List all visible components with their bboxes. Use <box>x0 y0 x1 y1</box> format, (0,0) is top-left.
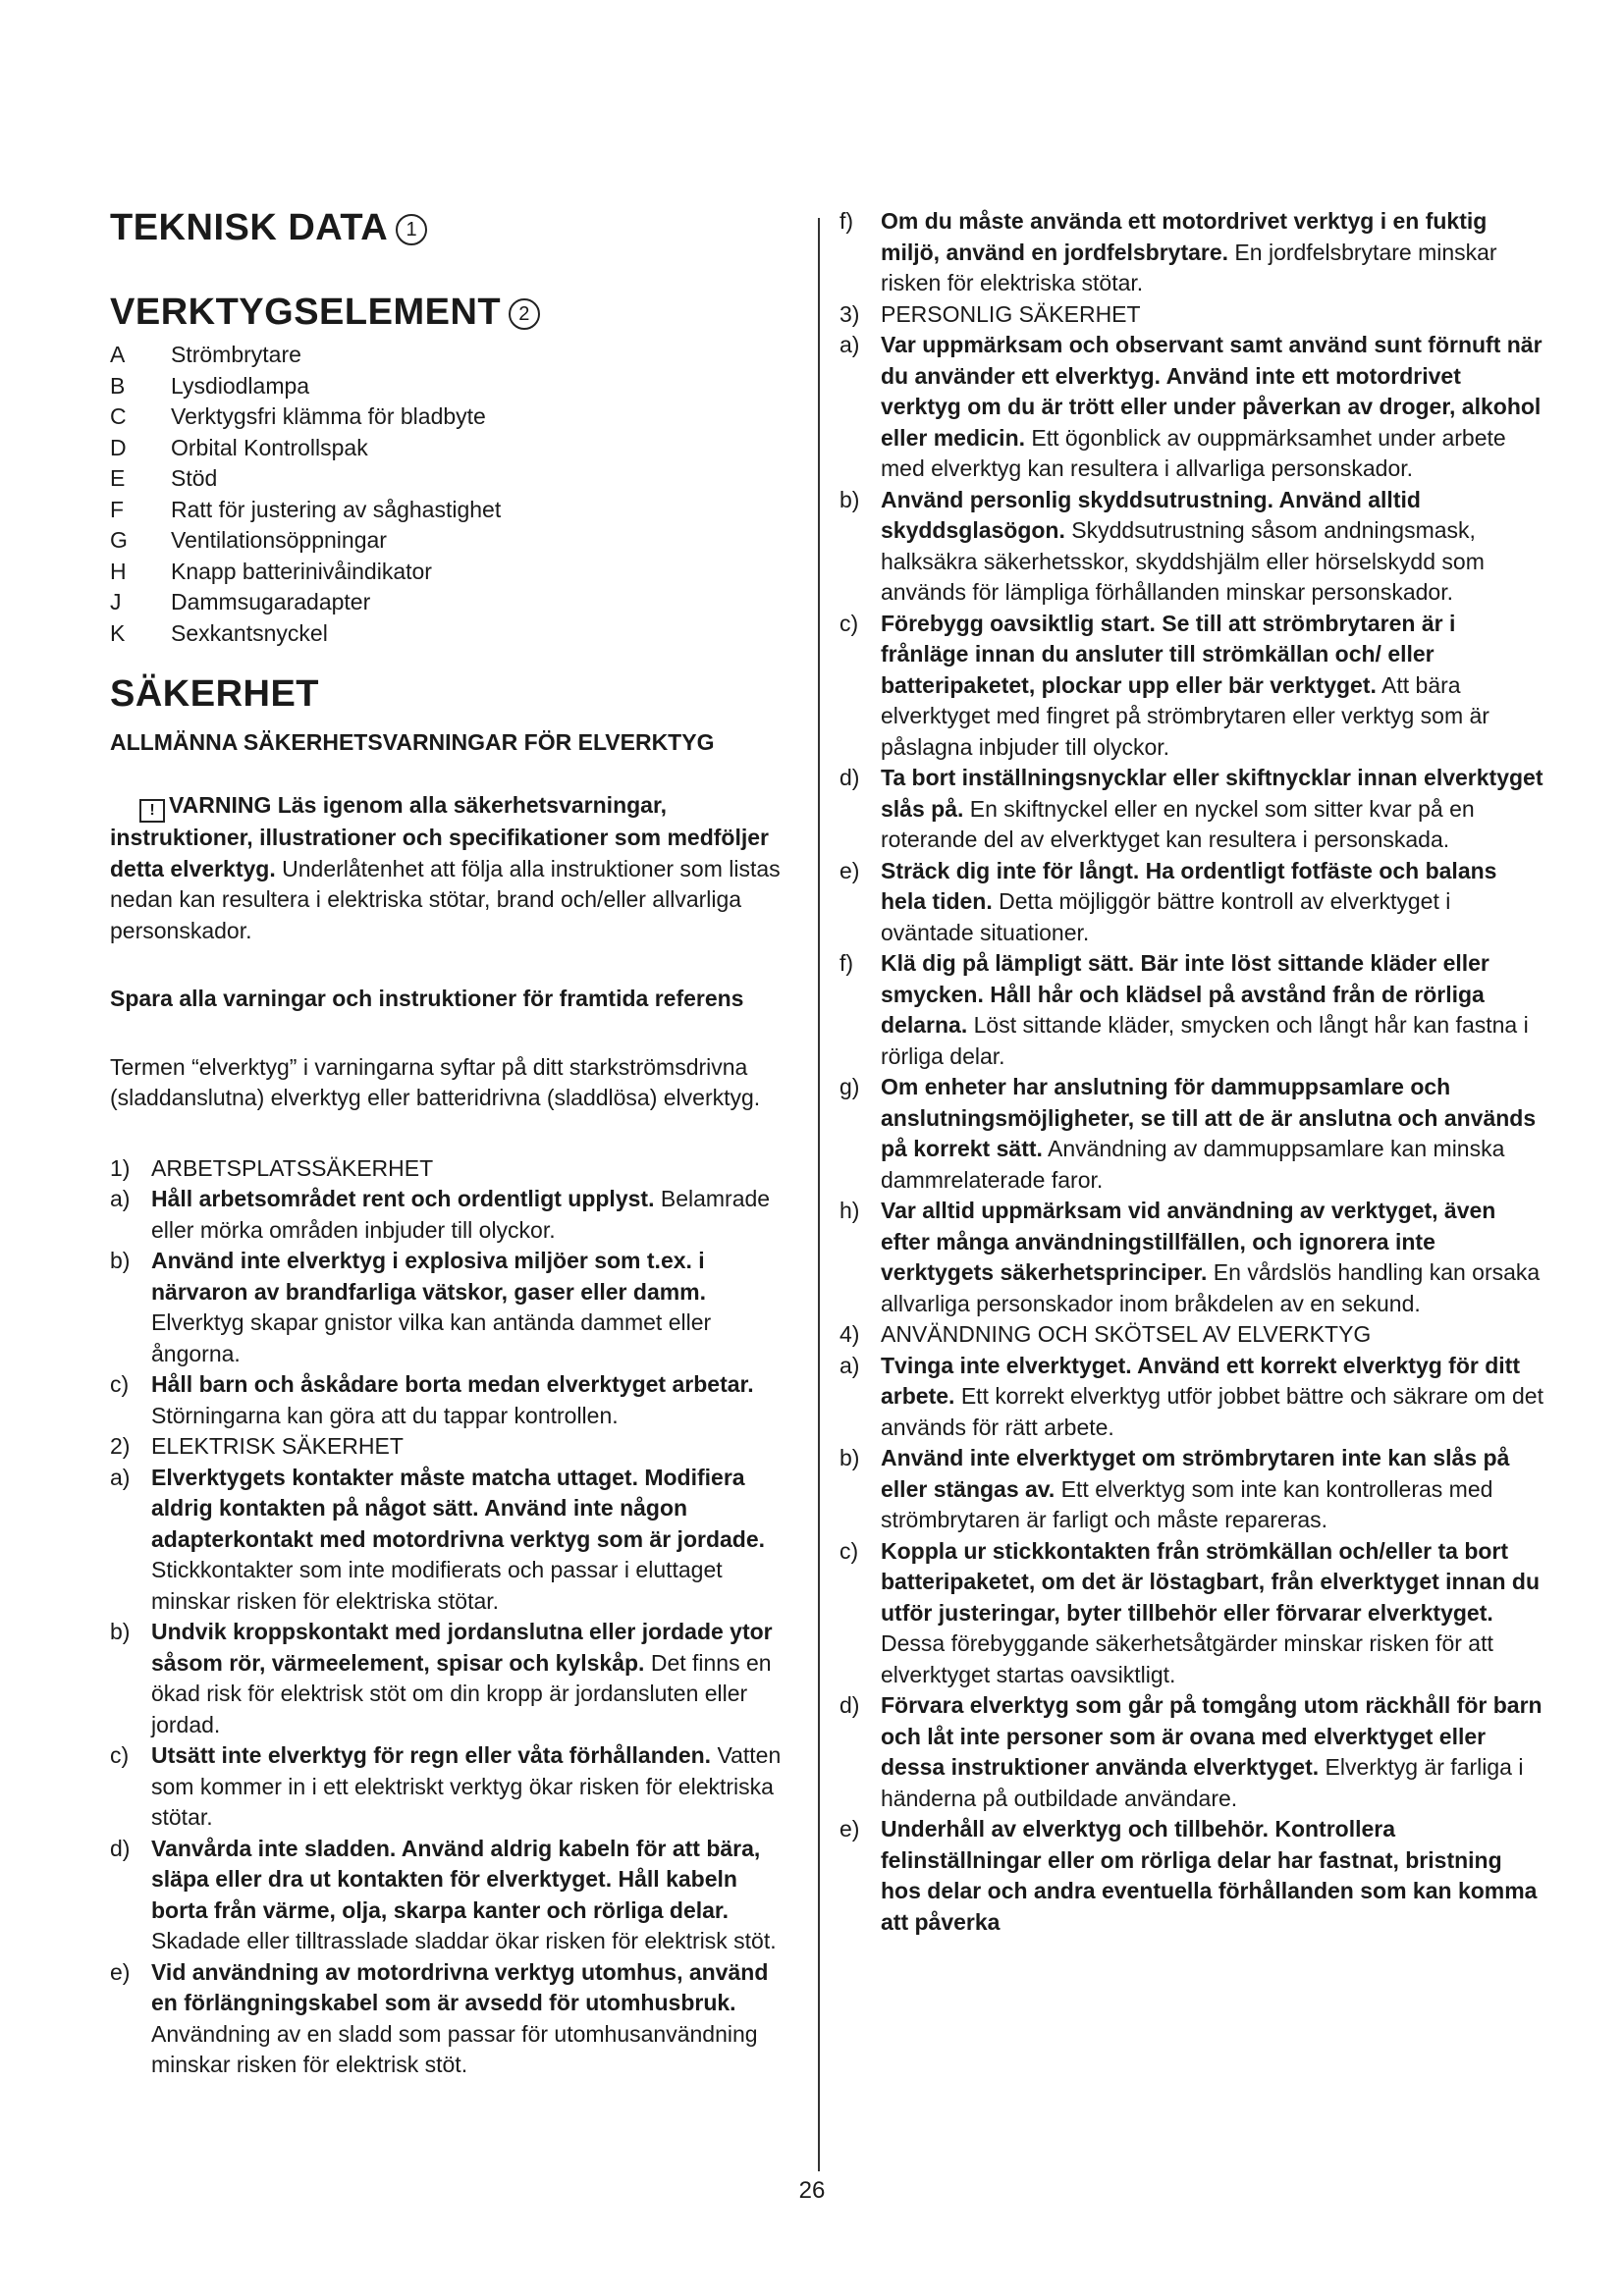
item-f-gfci <box>839 206 1546 299</box>
part-letter: F <box>110 496 125 522</box>
term-definition: Termen “elverktyg” i varningarna syftar på ditt starkströmsdrivna (sladdanslutna) elverktyg eller batteridrivna (sladdlösa) elverktyg. <box>110 1053 761 1110</box>
part-name: Lysdiodlampa <box>171 372 310 399</box>
warning-triangle-icon: ! <box>139 799 165 823</box>
item-text: Håll arbetsområdet rent och ordentligt upplyst. Belamrade eller mörka områden inbjuder till olyckor. <box>151 1186 771 1243</box>
sakerhet-heading: SÄKERHET <box>110 673 320 715</box>
item-label: e) <box>110 1958 131 1985</box>
list-item <box>110 1246 797 1369</box>
section-2-items <box>110 1463 797 2081</box>
list-item <box>839 1072 1546 1196</box>
teknisk-data-heading: TEKNISK DATA 1 <box>110 206 797 249</box>
list-item <box>839 1814 1546 1938</box>
part-row <box>110 618 797 650</box>
part-letter: A <box>110 342 126 367</box>
item-label: a) <box>839 1352 860 1378</box>
general-warnings-heading: ALLMÄNNA SÄKERHETSVARNINGAR FÖR ELVERKTYG <box>110 729 715 755</box>
part-row <box>110 525 797 557</box>
item-text: Förvara elverktyg som går på tomgång utom räckhåll för barn och låt inte personer som är ovana med elverktyget eller dessa instruktioner använda elverktyget. Elverktyg är farliga i händerna på outbildade användare. <box>881 1692 1543 1811</box>
item-text: Vanvårda inte sladden. Använd aldrig kabeln för att bära, släpa eller dra ut kontakten för elverktyget. Håll kabeln borta från värme, olja, skarpa kanter och rörliga delar. Skadade eller tilltrasslade sladdar ökar risken för elektrisk stöt. <box>151 1835 777 1953</box>
item-text: Klä dig på lämpligt sätt. Bär inte löst sittande kläder eller smycken. Håll hår och klädsel på avstånd från de rörliga delarna. Löst sittande kläder, smycken och långt hår kan fastna i rörliga delar. <box>881 950 1529 1069</box>
warning-paragraph: ! VARNING Läs igenom alla säkerhetsvarningar, instruktioner, illustrationer och specifikationer som medföljer detta elverktyg. Underlåtenhet att följa alla instruktioner som listas nedan kan resultera i elektriska stötar, brand och/eller allvarliga personskador. <box>110 792 781 943</box>
item-label: d) <box>839 765 860 790</box>
item-label: b) <box>110 1248 131 1273</box>
part-row <box>110 587 797 618</box>
item-label: e) <box>839 1816 860 1842</box>
part-name: Ventilationsöppningar <box>171 527 387 553</box>
part-name: Knapp batterinivåindikator <box>171 558 432 584</box>
list-item <box>839 1536 1546 1691</box>
item-text: Tvinga inte elverktyget. Använd ett korrekt elverktyg för ditt arbete. Ett korrekt elverktyg utför jobbet bättre och säkrare om det används för rätt arbete. <box>881 1352 1543 1440</box>
section-1-items <box>110 1184 797 1431</box>
item-text: Använd personlig skyddsutrustning. Använd alltid skyddsglasögon. Skyddsutrustning såsom andningsmask, halksäkra säkerhetsskor, skyddshjälm eller hörselskydd som används för lämpliga förhållanden minskar personskador. <box>881 486 1485 605</box>
list-item <box>110 1463 797 1618</box>
list-item <box>110 1834 797 1957</box>
list-item <box>110 1184 797 1246</box>
list-item <box>110 1740 797 1834</box>
item-text: Var alltid uppmärksam vid användning av verktyget, även efter många användningstillfällen, och ignorera inte verktygets säkerhetsprinciper. En vårdslös handling kan orsaka allvarliga personskador inom bråkdelen av en sekund. <box>881 1198 1541 1316</box>
list-item <box>839 1443 1546 1536</box>
item-label: c) <box>839 610 859 636</box>
part-row <box>110 495 797 526</box>
part-name: Orbital Kontrollspak <box>171 434 368 460</box>
section-3-heading: 3) PERSONLIG SÄKERHET <box>839 300 1141 327</box>
list-item <box>110 1957 797 2081</box>
list-item <box>839 1196 1546 1319</box>
page-number: 26 <box>798 2177 826 2204</box>
column-divider <box>818 218 820 2171</box>
part-letter: J <box>110 589 122 614</box>
verktygselement-heading: VERKTYGSELEMENT 2 <box>110 291 797 334</box>
item-text: Använd inte elverktyget om strömbrytaren inte kan slås på eller stängas av. Ett elverktyg som inte kan kontrolleras med strömbrytaren är farligt och måste repareras. <box>881 1445 1510 1532</box>
item-label: f) <box>839 208 854 234</box>
item-label: d) <box>839 1692 860 1718</box>
part-name: Sexkantsnyckel <box>171 619 328 646</box>
item-label: c) <box>110 1371 130 1397</box>
part-row <box>110 340 797 371</box>
part-letter: D <box>110 434 127 460</box>
item-text: Sträck dig inte för långt. Ha ordentligt fotfäste och balans hela tiden. Detta möjliggör bättre kontroll av elverktyget i oväntade situationer. <box>881 857 1497 945</box>
item-text: Ta bort inställningsnycklar eller skiftnycklar innan elverktyget slås på. En skiftnyckel eller en nyckel som sitter kvar på en roterande del av elverktyget kan resultera i personskada. <box>881 765 1543 852</box>
list-item <box>839 948 1546 1072</box>
part-row <box>110 371 797 402</box>
part-row <box>110 557 797 588</box>
item-label: c) <box>110 1742 130 1768</box>
item-text: Håll barn och åskådare borta medan elverktyget arbetar. Störningarna kan göra att du tappar kontrollen. <box>151 1371 754 1428</box>
item-text: Koppla ur stickkontakten från strömkällan och/eller ta bort batteripaketet, om det är löstagbart, från elverktyget innan du utför justeringar, byter tillbehör eller förvarar elverktyget. Dessa förebyggande säkerhetsåtgärder minskar risken för att elverktyget startas oavsiktligt. <box>881 1537 1540 1687</box>
section-4-items <box>839 1351 1546 1939</box>
part-letter: B <box>110 372 126 399</box>
section-3-items <box>839 330 1546 1319</box>
part-name: Ratt för justering av såghastighet <box>171 496 502 522</box>
item-label: b) <box>110 1619 131 1644</box>
item-label: g) <box>839 1074 860 1099</box>
item-text: Underhåll av elverktyg och tillbehör. Kontrollera felinställningar eller om rörliga delar har fastnat, bristning hos delar och andra eventuella förhållanden som kan komma att påverka <box>881 1816 1538 1935</box>
list-item <box>839 206 1546 299</box>
save-instructions: Spara alla varningar och instruktioner för framtida referens <box>110 986 744 1011</box>
part-name: Strömbrytare <box>171 342 301 367</box>
item-label: c) <box>839 1537 859 1564</box>
part-letter: G <box>110 527 128 553</box>
item-label: b) <box>839 486 860 512</box>
parts-list <box>110 340 797 649</box>
list-item <box>110 1617 797 1740</box>
part-name: Stöd <box>171 465 218 491</box>
item-label: b) <box>839 1445 860 1470</box>
item-label: d) <box>110 1835 131 1861</box>
item-label: f) <box>839 950 854 976</box>
list-item <box>839 330 1546 485</box>
item-label: a) <box>839 332 860 357</box>
section-1-heading: 1) ARBETSPLATSSÄKERHET <box>110 1154 434 1181</box>
item-text: Utsätt inte elverktyg för regn eller våta förhållanden. Vatten som kommer in i ett elektriskt verktyg ökar risken för elektriska stötar. <box>151 1742 782 1830</box>
list-item <box>839 856 1546 949</box>
item-label: a) <box>110 1464 131 1490</box>
item-text: Elverktygets kontakter måste matcha uttaget. Modifiera aldrig kontakten på något sätt. Använd inte någon adapterkontakt med motordrivna verktyg som är jordade. Stickkontakter som inte modifierats och passar i eluttaget minskar risken för elektriska stötar. <box>151 1464 766 1614</box>
part-row <box>110 433 797 464</box>
item-text: Om enheter har anslutning för dammuppsamlare och anslutningsmöjligheter, se till att de är anslutna och används på korrekt sätt. Användning av dammuppsamlare kan minska dammrelaterade faror. <box>881 1074 1537 1193</box>
item-text: Var uppmärksam och observant samt använd sunt förnuft när du använder ett elverktyg. Använd inte ett motordrivet verktyg om du är trött eller under påverkan av droger, alkohol eller medicin. Ett ögonblick av ouppmärksamhet under arbete med elverktyg kan resultera i allvarliga personskador. <box>881 332 1543 481</box>
part-letter: C <box>110 403 127 429</box>
part-row <box>110 401 797 433</box>
list-item <box>839 609 1546 764</box>
item-label: e) <box>839 857 860 883</box>
item-text: Förebygg oavsiktlig start. Se till att strömbrytaren är i frånläge innan du ansluter till strömkällan och/ eller batteripaketet, plockar upp eller bär verktyget. Att bära elverktyget med fingret på strömbrytaren eller verktyg som är påslagna inbjuder till olyckor. <box>881 610 1489 760</box>
item-text: Undvik kroppskontakt med jordanslutna eller jordade ytor såsom rör, värmeelement, spisar och kylskåp. Det finns en ökad risk för elektrisk stöt om din kropp är jordansluten eller jordad. <box>151 1619 773 1737</box>
part-letter: E <box>110 465 126 491</box>
part-letter: H <box>110 558 127 584</box>
list-item <box>839 1351 1546 1444</box>
part-name: Verktygsfri klämma för bladbyte <box>171 403 486 429</box>
list-item <box>110 1369 797 1431</box>
figure-ref-1: 1 <box>396 214 427 245</box>
item-text: Om du måste använda ett motordrivet verktyg i en fuktig miljö, använd en jordfelsbrytare. En jordfelsbrytare minskar risken för elektriska stötar. <box>881 208 1497 295</box>
list-item <box>839 485 1546 609</box>
part-row <box>110 463 797 495</box>
item-text: Vid användning av motordrivna verktyg utomhus, använd en förlängningskabel som är avsedd för utomhusbruk. Användning av en sladd som passar för utomhusanvändning minskar risken för elektrisk stöt. <box>151 1958 769 2077</box>
left-column <box>110 206 797 2081</box>
part-letter: K <box>110 619 126 646</box>
item-label: a) <box>110 1186 131 1211</box>
section-4-heading: 4) ANVÄNDNING OCH SKÖTSEL AV ELVERKTYG <box>839 1321 1372 1347</box>
item-text: Använd inte elverktyg i explosiva miljöer som t.ex. i närvaron av brandfarliga vätskor, gaser eller damm. Elverktyg skapar gnistor vilka kan antända dammet eller ångorna. <box>151 1248 712 1366</box>
part-name: Dammsugaradapter <box>171 589 371 614</box>
right-column <box>839 206 1546 1938</box>
section-2-heading: 2) ELEKTRISK SÄKERHET <box>110 1433 404 1459</box>
figure-ref-2: 2 <box>509 298 540 330</box>
item-label: h) <box>839 1198 860 1223</box>
list-item <box>839 763 1546 856</box>
list-item <box>839 1690 1546 1814</box>
